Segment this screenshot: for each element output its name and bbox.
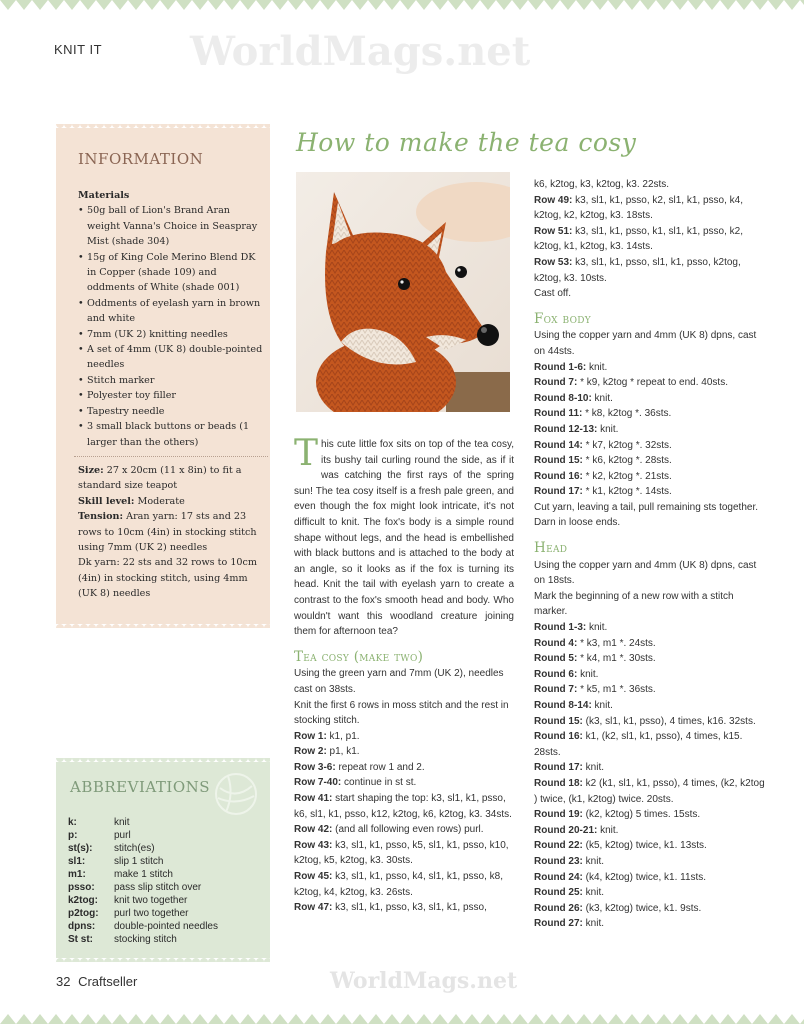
tea-cosy-lead: Using the green yarn and 7mm (UK 2), needles cast on 38sts.	[294, 668, 504, 695]
cast-off: Cast off.	[534, 288, 572, 300]
pattern-row: Round 4: * k3, m1 *. 24sts.	[534, 637, 656, 649]
fox-body-end: Cut yarn, leaving a tail, pull remaining sts together. Darn in loose ends.	[534, 501, 759, 529]
pattern-row: Row 51: k3, sl1, k1, psso, k1, sl1, k1, psso, k2, k2tog, k1, k2tog, k3. 14sts.	[534, 225, 743, 253]
pattern-row: Row 45: k3, sl1, k1, psso, k4, sl1, k1, psso, k8, k2tog, k4, k2tog, k3. 26sts.	[294, 871, 503, 898]
head-lead: Using the copper yarn and 4mm (UK 8) dpns, cast on 18sts.	[534, 559, 757, 587]
info-divider	[74, 456, 268, 457]
material-item: • 15g of King Cole Merino Blend DK in Copper (shade 109) and oddments of White (shade 001)	[78, 250, 264, 296]
pattern-row: Row 3-6: repeat row 1 and 2.	[294, 761, 425, 773]
pattern-row: Row 49: k3, sl1, k1, psso, k2, sl1, k1, psso, k4, k2tog, k2, k2tog, k3. 18sts.	[534, 194, 743, 222]
abbr-row: st(s): stitch(es)	[68, 843, 155, 854]
pattern-row: Row 1: k1, p1.	[294, 730, 360, 742]
material-item: • A set of 4mm (UK 8) double-pointed needles	[78, 342, 264, 373]
pattern-row: Round 27: knit.	[534, 918, 605, 930]
tension-dk-spec: Dk yarn: 22 sts and 32 rows to 10cm (4in) in stocking stitch, using 4mm (UK 8) needles	[78, 557, 258, 600]
information-heading: INFORMATION	[78, 150, 204, 168]
skill-spec: Skill level: Moderate	[78, 495, 185, 507]
abbr-row: psso: pass slip stitch over	[68, 882, 202, 893]
abbr-row: k2tog: knit two together	[68, 895, 188, 906]
watermark-bottom: WorldMags.net	[330, 968, 518, 994]
article-column-2	[534, 177, 766, 932]
materials-title: Materials	[78, 190, 130, 201]
pattern-row: Round 19: (k2, k2tog) 5 times. 15sts.	[534, 809, 701, 821]
top-zigzag-border	[0, 0, 804, 12]
abbreviations-table	[68, 816, 218, 946]
abbr-row: m1: make 1 stitch	[68, 869, 173, 880]
pattern-row: Row 47: k3, sl1, k1, psso, k3, sl1, k1, psso,	[294, 902, 487, 914]
pattern-row: Round 1-3: knit.	[534, 622, 608, 634]
fox-body-heading: Fox body	[534, 310, 592, 327]
pattern-row: Round 15: (k3, sl1, k1, psso), 4 times, k16. 32sts.	[534, 715, 756, 727]
abbreviations-heading: ABBREVIATIONS	[70, 778, 211, 796]
section-tag: KNIT IT	[54, 42, 103, 57]
pattern-row: Round 15: * k6, k2tog *. 28sts.	[534, 455, 672, 467]
bottom-zigzag-border	[0, 1012, 804, 1024]
material-item: • Polyester toy filler	[78, 388, 264, 403]
pattern-row: Row 2: p1, k1.	[294, 746, 360, 758]
material-item: • Tapestry needle	[78, 404, 264, 419]
information-body	[78, 188, 264, 602]
pattern-row: Round 18: k2 (k1, sl1, k1, psso), 4 times, (k2, k2tog ) twice, (k1, k2tog) twice. 20sts.	[534, 777, 765, 805]
pattern-row: Round 25: knit.	[534, 887, 605, 899]
intro-paragraph: This cute little fox sits on top of the tea cosy, its bushy tail curling round the side, as if it was catching the first rays of the spring sun! The tea cosy itself is a fresh pale green, and even though the fox might look intricate, it's not difficult to knit. The fox's body is a simple round shape without legs, and the head is embellished with black buttons and is attached to the body at an angle, so it looks as if the fox is turning its head. Knit the tail with eyelash yarn to create a contrast to the fox's smooth head and body. Who wouldn't want this woodland creature joining them for afternoon tea?	[294, 433, 514, 638]
pattern-row: Row 42: (and all following even rows) purl.	[294, 824, 484, 836]
tension-spec: Tension: Aran yarn: 17 sts and 23 rows to 10cm (4in) in stocking stitch using 7mm (UK 2) needles	[78, 511, 257, 553]
pattern-row: Row 7-40: continue in st st.	[294, 777, 417, 789]
abbr-row: p2tog: purl two together	[68, 908, 189, 919]
drop-cap: T	[294, 433, 319, 474]
pattern-row: Round 16: k1, (k2, sl1, k1, psso), 4 times, k15. 28sts.	[534, 731, 743, 758]
pattern-row: Round 23: knit.	[534, 855, 605, 867]
tea-cosy-lead-2: Knit the first 6 rows in moss stitch and the rest in stocking stitch.	[294, 699, 509, 727]
article-column-1	[294, 433, 514, 916]
pattern-row: Round 26: (k3, k2tog) twice, k1. 9sts.	[534, 902, 702, 914]
abbr-row: sl1: slip 1 stitch	[68, 856, 164, 867]
material-item: • Stitch marker	[78, 373, 264, 388]
pattern-row: Round 7: * k9, k2tog * repeat to end. 40sts.	[534, 377, 728, 389]
pattern-row: Row 41: start shaping the top: k3, sl1, k1, psso, k6, sl1, k1, psso, k12, k2tog, k6, k2tog, k3. 34sts.	[294, 793, 512, 820]
material-item: • 3 small black buttons or beads (1 larger than the others)	[78, 419, 264, 450]
knitted-fox-photo	[296, 172, 510, 412]
material-item: • Oddments of eyelash yarn in brown and white	[78, 296, 264, 327]
pattern-row: Round 8-10: knit.	[534, 392, 613, 404]
head-lead-2: Mark the beginning of a new row with a stitch marker.	[534, 590, 734, 618]
pattern-row: Round 22: (k5, k2tog) twice, k1. 13sts.	[534, 840, 707, 852]
abbr-row: p: purl	[68, 830, 131, 841]
pattern-row: Round 5: * k4, m1 *. 30sts.	[534, 653, 656, 665]
pattern-row: Row 53: k3, sl1, k1, psso, sl1, k1, psso, k2tog, k2tog, k3. 10sts.	[534, 256, 741, 284]
tea-cosy-heading: Tea cosy (make two)	[294, 648, 424, 665]
abbr-bottom-edge	[56, 954, 270, 962]
pattern-row: Round 20-21: knit.	[534, 824, 619, 836]
material-item: • 50g ball of Lion's Brand Aran weight Vanna's Choice in Seaspray Mist (shade 304)	[78, 203, 264, 249]
pattern-row: Round 24: (k4, k2tog) twice, k1. 11sts.	[534, 871, 707, 883]
abbreviations-panel	[56, 762, 270, 958]
information-panel	[56, 128, 270, 624]
yarn-ball-icon	[212, 770, 260, 818]
page-number: 32	[56, 974, 71, 989]
article-title: How to make the tea cosy	[296, 128, 637, 157]
pattern-row: Round 1-6: knit.	[534, 361, 608, 373]
page-footer	[56, 974, 137, 989]
material-item: • 7mm (UK 2) knitting needles	[78, 327, 264, 342]
materials-list	[78, 203, 264, 450]
abbr-row: dpns: double-pointed needles	[68, 921, 218, 932]
pattern-row-continued: k6, k2tog, k3, k2tog, k3. 22sts.	[534, 179, 670, 190]
watermark-top: WorldMags.net	[190, 28, 531, 75]
pattern-row: Round 6: knit.	[534, 668, 599, 680]
pattern-row: Round 8-14: knit.	[534, 700, 613, 711]
pattern-row: Round 14: * k7, k2tog *. 32sts.	[534, 439, 672, 451]
fox-body-lead: Using the copper yarn and 4mm (UK 8) dpns, cast on 44sts.	[534, 330, 757, 357]
abbr-row: k: knit	[68, 817, 130, 828]
pattern-row: Round 17: knit.	[534, 762, 605, 774]
pattern-row: Round 17: * k1, k2tog *. 14sts.	[534, 486, 672, 498]
abbr-top-edge	[56, 758, 270, 766]
pattern-row: Round 16: * k2, k2tog *. 21sts.	[534, 470, 672, 482]
magazine-name: Craftseller	[78, 974, 138, 989]
pattern-row: Round 11: * k8, k2tog *. 36sts.	[534, 408, 672, 420]
info-top-edge	[56, 124, 270, 132]
info-bottom-edge	[56, 620, 270, 628]
pattern-row: Round 12-13: knit.	[534, 423, 619, 435]
pattern-row: Round 7: * k5, m1 *. 36sts.	[534, 684, 656, 696]
abbr-row: St st: stocking stitch	[68, 934, 177, 945]
size-spec: Size: 27 x 20cm (11 x 8in) to fit a standard size teapot	[78, 464, 242, 492]
pattern-row: Row 43: k3, sl1, k1, psso, k5, sl1, k1, psso, k10, k2tog, k5, k2tog, k3. 30sts.	[294, 839, 509, 867]
head-heading: Head	[534, 540, 568, 557]
